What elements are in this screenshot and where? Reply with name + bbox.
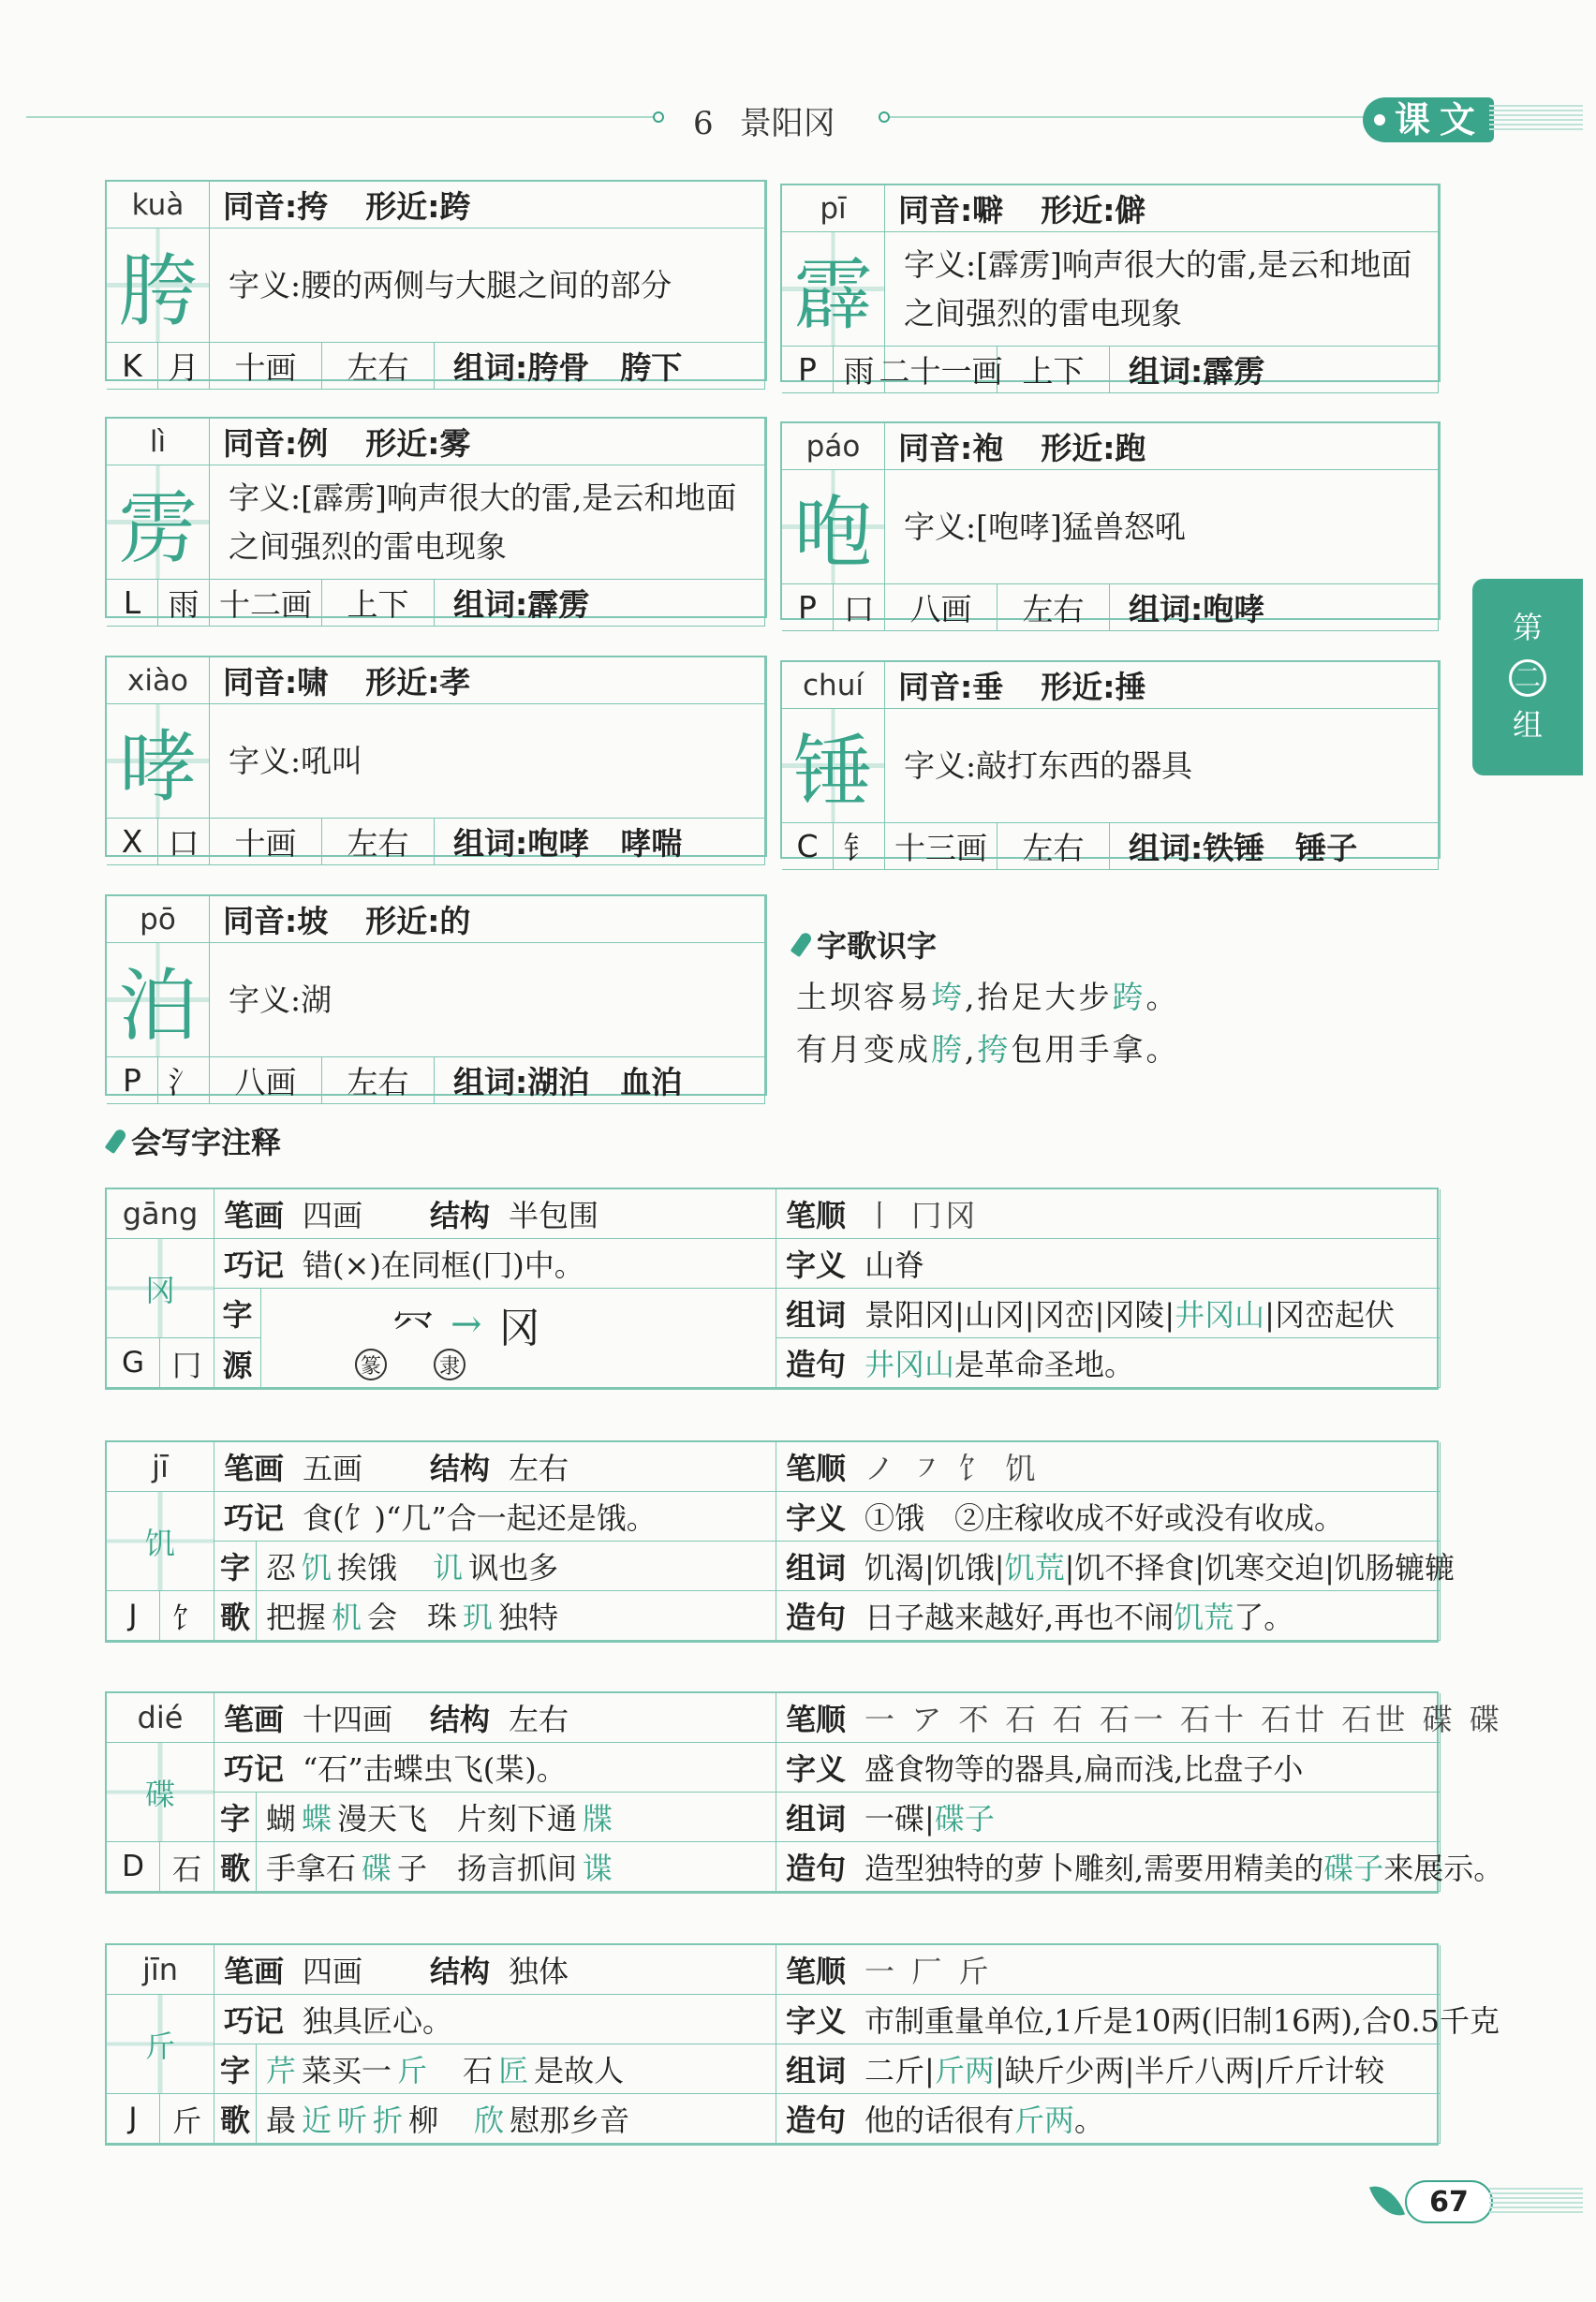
side-tab-number: 二 [1509,659,1546,697]
char-card-胯 [105,180,767,386]
pinyin: gāng [107,1189,214,1239]
meaning: 字义:[霹雳]响声很大的雷,是云和地面之间强烈的雷电现象 [210,465,765,580]
side-tab-top: 第 [1512,610,1543,645]
radical: 雨 [158,580,210,627]
words: 组词:霹雳 [1110,347,1439,393]
song-line-2: 手拿石 碟 子 扬言抓间 谍 [257,1842,776,1892]
character-meaning: 字义 市制重量单位,1斤是10两(旧制16两),合0.5千克 [776,1995,1441,2044]
pinyin: dié [107,1693,214,1743]
song-line-2: 有月变成胯,挎包用手拿。 [796,1031,1180,1068]
song-line-1: 芹 菜买一 斤 石 匠 是故人 [257,2044,776,2094]
big-character: 胯 [107,229,210,343]
big-character: 霹 [782,232,885,347]
unit-side-tab[interactable] [1472,579,1583,775]
structure: 左右 [322,819,435,865]
same-sound-similar: 同音:垂 形近:捶 [885,662,1439,709]
radical: 氵 [158,1057,210,1104]
pinyin: chuí [782,662,885,709]
index-letter: P [107,1057,158,1104]
same-sound-similar: 同音:挎 形近:跨 [210,182,765,229]
same-sound-similar: 同音:噼 形近:僻 [885,185,1439,232]
meaning: 字义:敲打东西的器具 [885,709,1439,823]
word-list: 组词 景阳冈|山冈|冈峦|冈陵| 井冈山 |冈峦起伏 [776,1289,1441,1338]
stroke-count: 十二画 [210,580,322,627]
meaning: 字义:吼叫 [210,704,765,819]
pen-icon [105,1128,128,1154]
stroke-order: 笔顺 一 厂 斤 [776,1945,1441,1995]
header-stripes [1489,105,1583,133]
writing-section-heading: 会写字注释 [111,1119,281,1162]
song-line-1: 土坝容易垮,抬足大步跨。 [796,979,1180,1015]
char-card-咆 [780,421,1441,627]
words: 组词:咆哮 哮喘 [435,819,765,865]
word-list: 组词 一碟| 碟子 [776,1793,1441,1842]
radical: 饣 [160,1591,214,1641]
song-line-2: 最 近 听 折 柳 欣 慰那乡音 [257,2094,776,2144]
footer-stripes [1489,2188,1583,2216]
song-line-1: 蝴 蝶 漫天飞 片刻下通 牒 [257,1793,776,1842]
header-rule-right [890,116,1367,118]
example-sentence: 造句 日子越来越好,再也不闹 饥荒 了。 [776,1591,1441,1641]
meaning: 字义:湖 [210,943,765,1057]
char-card-霹 [780,184,1441,390]
lesson-title: 6 景阳冈 [693,105,835,142]
words: 组词:胯骨 胯下 [435,343,765,390]
char-card-哮 [105,656,767,862]
character-meaning: 字义 ①饿 ②庄稼收成不好或没有收成。 [776,1492,1441,1542]
index-letter: J [107,1591,160,1641]
song-line-2: 把握 机 会 珠 玑 独特 [257,1591,776,1641]
words: 组词:霹雳 [435,580,765,627]
same-sound-similar: 同音:坡 形近:的 [210,896,765,943]
stroke-order: 笔顺 ノ ㇇ 饣 饥 [776,1442,1441,1492]
stroke-order: 笔顺 丨 冂冈 [776,1189,1441,1239]
pinyin: páo [782,423,885,470]
song-label-ge: 歌 [214,1842,257,1892]
radical: 雨 [834,347,885,393]
big-character: 饥 [107,1492,214,1591]
index-letter: J [107,2094,160,2144]
header-rule-left [26,116,658,118]
radical: 口 [834,584,885,631]
writing-card-斤 [105,1943,1500,2146]
big-character: 泊 [107,943,210,1057]
arrow-icon: → [451,1303,482,1346]
seal-label: 篆 [355,1349,387,1380]
pen-icon [791,931,814,957]
same-sound-similar: 同音:例 形近:雾 [210,419,765,465]
big-character: 哮 [107,704,210,819]
seal-script: 㓁 [392,1305,434,1352]
index-letter: P [782,347,834,393]
character-song [796,922,1470,1076]
example-sentence: 造句 他的话很有 斤两 。 [776,2094,1441,2144]
writing-card-碟 [105,1691,1504,1894]
big-character: 锤 [782,709,885,823]
char-card-雳 [105,417,767,623]
song-line-1: 忍 饥 挨饿 讥 讽也多 [257,1542,776,1591]
index-letter: G [107,1338,160,1388]
song-heading: 字歌识字 [796,922,1470,966]
stroke-structure: 笔画 四画 结构 独体 [214,1945,776,1995]
big-character: 斤 [107,1995,214,2094]
big-character: 咆 [782,470,885,584]
char-card-泊 [105,894,767,1100]
index-letter: L [107,580,158,627]
words: 组词:咆哮 [1110,584,1439,631]
song-label-ge: 歌 [214,2094,257,2144]
pinyin: kuà [107,182,210,229]
words: 组词:铁锤 锤子 [1110,823,1439,870]
structure: 左右 [322,343,435,390]
leaf-icon [1369,2179,1405,2222]
structure: 上下 [998,347,1110,393]
pinyin: xiào [107,657,210,704]
index-letter: C [782,823,834,870]
song-label-zi: 字 [214,2044,257,2094]
stroke-count: 八画 [210,1057,322,1104]
character-origin [214,1289,776,1388]
song-label-ge: 歌 [214,1591,257,1641]
stroke-structure: 笔画 四画 结构 半包围 [214,1189,776,1239]
writing-card-冈 [105,1188,1439,1390]
memory-tip: 巧记 错(×)在同框(冂)中。 [214,1239,776,1289]
clerical-label: 隶 [434,1349,466,1380]
memory-tip: 巧记 “石”击蝶虫飞(枼)。 [214,1743,776,1793]
index-letter: X [107,819,158,865]
radical: 口 [158,819,210,865]
same-sound-similar: 同音:啸 形近:孝 [210,657,765,704]
song-label-zi: 字 [214,1793,257,1842]
index-letter: P [782,584,834,631]
pinyin: pī [782,185,885,232]
big-character: 冈 [107,1239,214,1338]
character-meaning: 字义 盛食物等的器具,扁而浅,比盘子小 [776,1743,1441,1793]
song-label-zi: 字 [214,1542,257,1591]
radical: 石 [160,1842,214,1892]
same-sound-similar: 同音:袍 形近:跑 [885,423,1439,470]
big-character: 碟 [107,1743,214,1842]
pinyin: pō [107,896,210,943]
stroke-count: 十三画 [885,823,998,870]
pinyin: jīn [107,1945,214,1995]
stroke-structure: 笔画 五画 结构 左右 [214,1442,776,1492]
char-card-锤 [780,660,1441,866]
pinyin: jī [107,1442,214,1492]
structure: 左右 [322,1057,435,1104]
header-dot [653,111,664,123]
structure: 上下 [322,580,435,627]
header-dot [879,111,890,123]
example-sentence: 造句 造型独特的萝卜雕刻,需要用精美的 碟子 来展示。 [776,1842,1441,1892]
stroke-count: 二十一画 [885,347,998,393]
clerical-script: 冈 [498,1305,540,1352]
word-list: 组词 饥渴|饥饿| 饥荒 |饥不择食|饥寒交迫|饥肠辘辘 [776,1542,1441,1591]
character-meaning: 字义 山脊 [776,1239,1441,1289]
meaning: 字义:[咆哮]猛兽怒吼 [885,470,1439,584]
word-list: 组词 二斤| 斤两 |缺斤少两|半斤八两|斤斤计较 [776,2044,1441,2094]
structure: 左右 [998,823,1110,870]
side-tab-bottom: 组 [1512,707,1543,743]
origin-label-yuan: 源 [214,1338,261,1388]
stroke-count: 八画 [885,584,998,631]
stroke-structure: 笔画 十四画 结构 左右 [214,1693,776,1743]
meaning: 字义:[霹雳]响声很大的雷,是云和地面之间强烈的雷电现象 [885,232,1439,347]
memory-tip: 巧记 食(饣)“几”合一起还是饿。 [214,1492,776,1542]
stroke-count: 十画 [210,819,322,865]
example-sentence: 造句 井冈山 是革命圣地。 [776,1338,1441,1388]
radical: 钅 [834,823,885,870]
stroke-count: 十画 [210,343,322,390]
stroke-order: 笔顺 一 ア 不 石 石 石一 石十 石廿 石世 碟 碟 [776,1693,1441,1743]
index-letter: D [107,1842,160,1892]
pinyin: lì [107,419,210,465]
page-number: 67 [1405,2180,1493,2223]
radical: 冂 [160,1338,214,1388]
big-character: 雳 [107,465,210,580]
memory-tip: 巧记 独具匠心。 [214,1995,776,2044]
index-letter: K [107,343,158,390]
lesson-type-tag: 课文 [1363,97,1494,142]
structure: 左右 [998,584,1110,631]
writing-card-饥 [105,1440,1455,1643]
radical: 斤 [160,2094,214,2144]
origin-label-zi: 字 [214,1289,261,1338]
radical: 月 [158,343,210,390]
words: 组词:湖泊 血泊 [435,1057,765,1104]
meaning: 字义:腰的两侧与大腿之间的部分 [210,229,765,343]
